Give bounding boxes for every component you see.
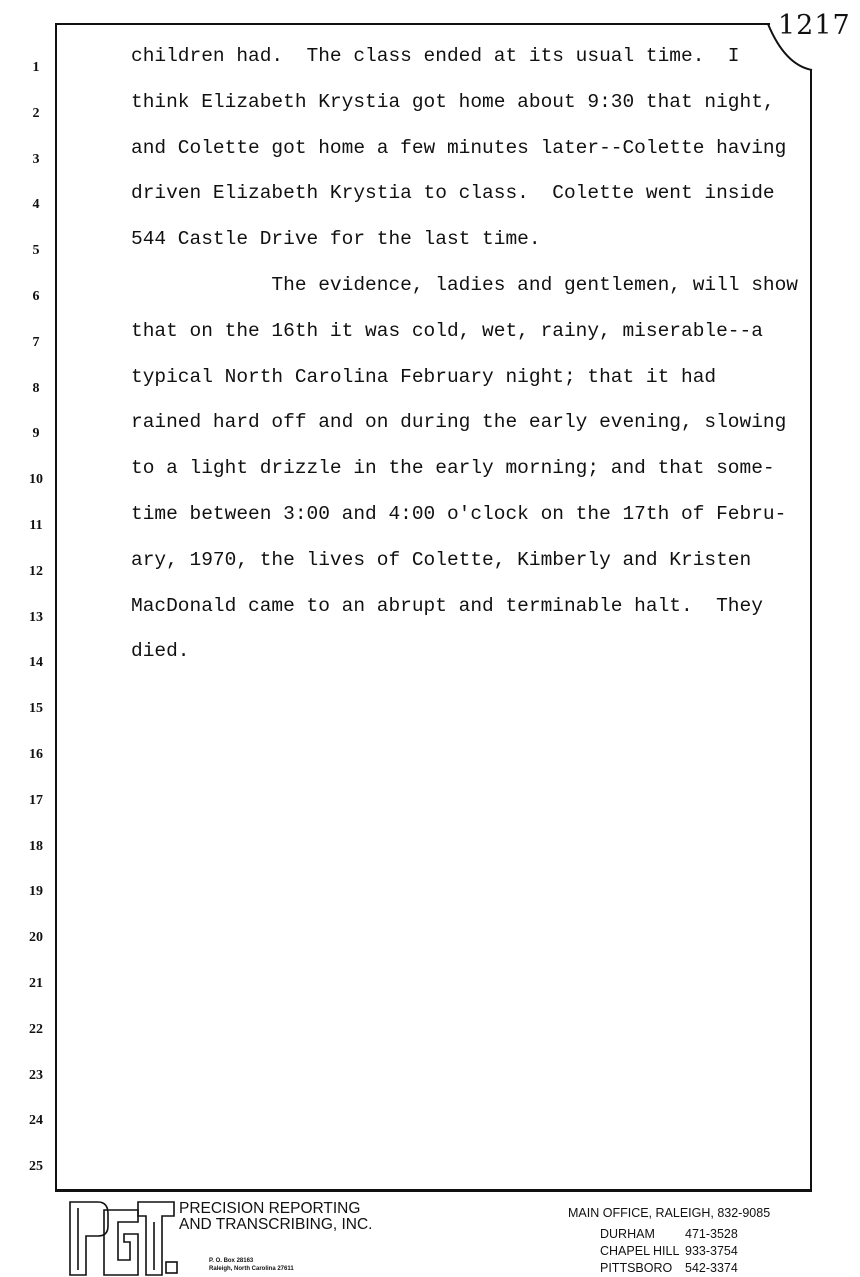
office-phone: 542-3374 [685,1261,738,1275]
transcript-line: children had. The class ended at its usual time. I [131,45,740,67]
line-number: 15 [29,701,43,717]
company-name-line1: PRECISION REPORTING [179,1200,361,1217]
line-number: 2 [32,105,40,121]
transcript-line: died. [131,640,190,663]
line-number: 21 [29,976,43,991]
line-number: 4 [32,197,40,213]
office-phone: 471-3528 [685,1227,738,1241]
transcript-line: to a light drizzle in the early morning; and that some- [131,457,775,480]
line-number: 5 [32,243,40,259]
transcript-line: driven Elizabeth Krystia to class. Colette went inside [131,182,775,205]
po-box: P. O. Box 28163 [209,1258,254,1264]
transcript-line: 544 Castle Drive for the last time. [131,228,541,251]
line-number: 23 [29,1067,43,1083]
office-name: PITTSBORO [600,1261,673,1275]
line-number: 11 [29,518,43,533]
transcript-line: time between 3:00 and 4:00 o'clock on the 17th of Febru- [131,503,787,525]
line-number: 13 [29,609,43,625]
office-name: DURHAM [600,1227,655,1241]
line-number: 18 [29,838,43,854]
company-logo [68,1200,178,1277]
line-number: 9 [32,426,40,442]
bottom-rule [55,1189,812,1192]
main-office: MAIN OFFICE, RALEIGH, 832-9085 [568,1206,771,1220]
transcript-line: that on the 16th it was cold, wet, rainy, miserable--a [131,319,763,342]
right-margin-rule [810,70,812,1192]
transcript-line: MacDonald came to an abrupt and terminable halt. They [131,594,763,617]
line-number: 25 [29,1159,43,1175]
office-name: CHAPEL HILL [600,1244,680,1258]
city-address: Raleigh, North Carolina 27611 [209,1266,294,1272]
transcript-line: ary, 1970, the lives of Colette, Kimberly and Kristen [131,548,752,571]
line-number: 7 [32,334,40,350]
line-number: 19 [29,884,43,900]
left-margin-rule [55,24,57,1192]
transcript-line: rained hard off and on during the early evening, slowing [131,411,787,434]
page-number: 1217 [778,10,851,41]
line-number: 20 [29,930,43,946]
line-number: 6 [32,289,40,304]
line-number: 16 [29,747,43,762]
top-rule [55,23,770,25]
line-number: 14 [29,655,43,671]
transcript-line: typical North Carolina February night; that it had [131,365,717,388]
transcript-line: The evidence, ladies and gentlemen, will show [131,274,799,296]
line-number: 10 [29,472,43,488]
transcript-line: and Colette got home a few minutes later--Colette having [131,136,787,159]
line-number: 17 [29,792,43,808]
line-number: 8 [32,380,40,396]
transcript-line: think Elizabeth Krystia got home about 9:30 that night, [131,90,775,113]
line-number: 12 [29,563,43,579]
line-number: 22 [29,1021,43,1037]
office-phone: 933-3754 [685,1244,738,1258]
line-number: 1 [32,60,40,75]
line-number: 3 [32,151,40,167]
company-name-line2: AND TRANSCRIBING, INC. [179,1216,373,1233]
line-number: 24 [29,1113,43,1129]
